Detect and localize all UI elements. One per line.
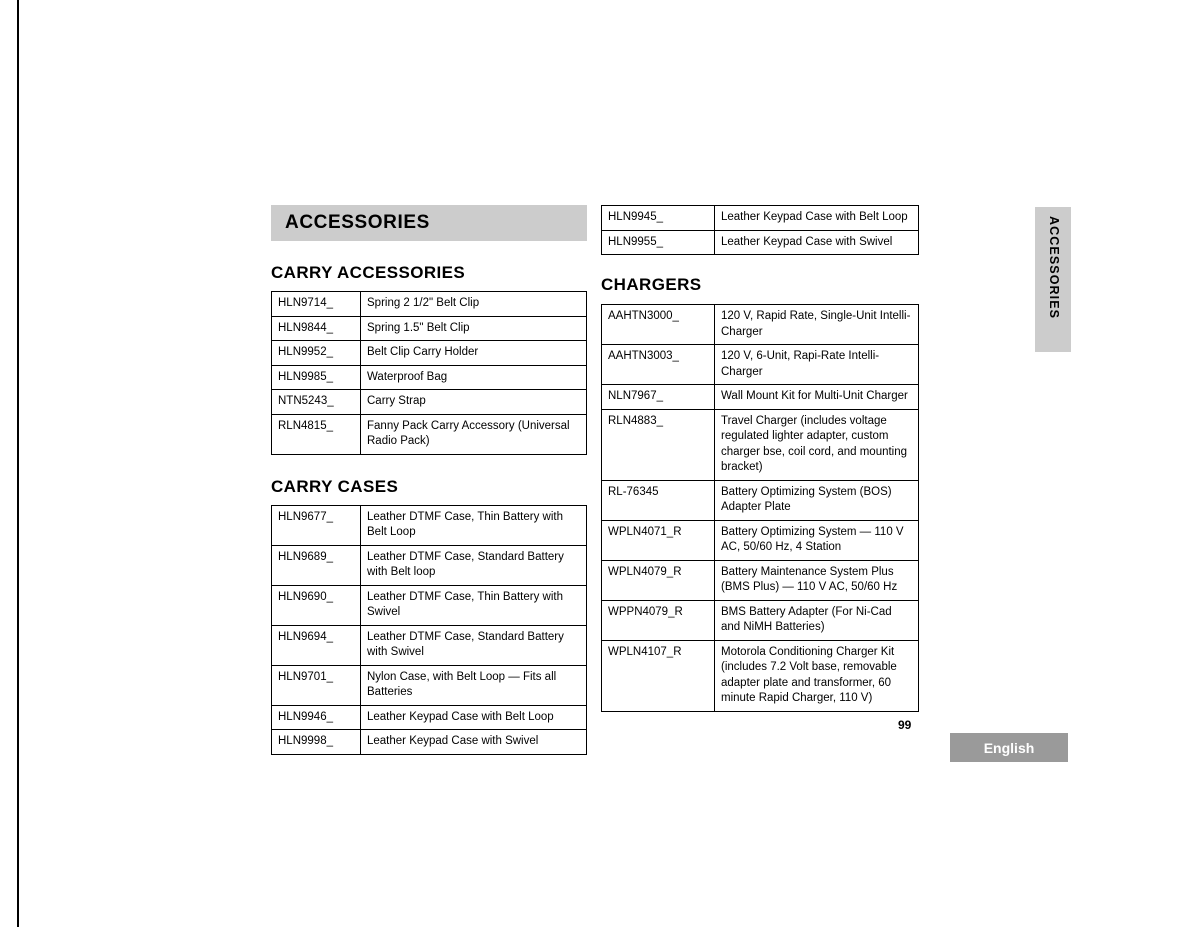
table-row xyxy=(602,206,919,231)
part-number: HLN9945_ xyxy=(602,206,715,231)
left-column xyxy=(271,205,587,755)
table-row xyxy=(272,316,587,341)
table-row xyxy=(272,625,587,665)
section-heading-carry-accessories: CARRY ACCESSORIES xyxy=(271,263,466,282)
part-number: RLN4883_ xyxy=(602,409,715,480)
table-row xyxy=(272,365,587,390)
part-description: Battery Optimizing System — 110 V AC, 50/60 Hz, 4 Station xyxy=(715,520,919,560)
part-number: HLN9677_ xyxy=(272,505,361,545)
table-row xyxy=(272,341,587,366)
part-number: WPLN4079_R xyxy=(602,560,715,600)
part-number: AAHTN3000_ xyxy=(602,305,715,345)
part-number: WPPN4079_R xyxy=(602,600,715,640)
chargers-table xyxy=(601,304,919,712)
table-row xyxy=(602,480,919,520)
part-number: WPLN4107_R xyxy=(602,640,715,711)
table-row xyxy=(602,230,919,255)
section-heading-chargers: CHARGERS xyxy=(601,275,702,295)
table-row xyxy=(602,640,919,711)
table-row xyxy=(602,600,919,640)
table-row xyxy=(602,560,919,600)
part-description: Leather DTMF Case, Thin Battery with Swivel xyxy=(361,585,587,625)
part-description: Nylon Case, with Belt Loop — Fits all Batteries xyxy=(361,665,587,705)
table-row xyxy=(272,292,587,317)
table-row xyxy=(602,385,919,410)
chapter-side-tab xyxy=(1035,207,1071,352)
part-number: WPLN4071_R xyxy=(602,520,715,560)
table-row xyxy=(602,345,919,385)
language-tab-label: English xyxy=(983,739,1035,756)
part-description: Waterproof Bag xyxy=(361,365,587,390)
table-row xyxy=(602,305,919,345)
part-description: 120 V, Rapid Rate, Single-Unit Intelli-Charger xyxy=(715,305,919,345)
part-description: Fanny Pack Carry Accessory (Universal Radio Pack) xyxy=(361,414,587,454)
table-row xyxy=(272,730,587,755)
part-number: AAHTN3003_ xyxy=(602,345,715,385)
part-number: HLN9844_ xyxy=(272,316,361,341)
part-description: Leather DTMF Case, Thin Battery with Belt Loop xyxy=(361,505,587,545)
right-column xyxy=(601,205,919,712)
part-description: BMS Battery Adapter (For Ni-Cad and NiMH Batteries) xyxy=(715,600,919,640)
carry-cases-continued-table xyxy=(601,205,919,255)
table-row xyxy=(602,520,919,560)
part-number: HLN9955_ xyxy=(602,230,715,255)
table-row xyxy=(602,409,919,480)
part-number: HLN9946_ xyxy=(272,705,361,730)
part-description: Leather Keypad Case with Swivel xyxy=(361,730,587,755)
table-row xyxy=(272,390,587,415)
part-number: NTN5243_ xyxy=(272,390,361,415)
table-row xyxy=(272,505,587,545)
part-number: HLN9690_ xyxy=(272,585,361,625)
part-description: Travel Charger (includes voltage regulated lighter adapter, custom charger bse, coil cord, and mounting bracket) xyxy=(715,409,919,480)
part-description: Motorola Conditioning Charger Kit (includes 7.2 Volt base, removable adapter plate and transformer, 60 minute Rapid Charger, 110 V) xyxy=(715,640,919,711)
part-number: HLN9714_ xyxy=(272,292,361,317)
table-row xyxy=(272,665,587,705)
part-description: Battery Maintenance System Plus (BMS Plus) — 110 V AC, 50/60 Hz xyxy=(715,560,919,600)
part-number: HLN9694_ xyxy=(272,625,361,665)
part-description: Spring 2 1/2" Belt Clip xyxy=(361,292,587,317)
carry-accessories-table xyxy=(271,291,587,455)
part-number: RLN4815_ xyxy=(272,414,361,454)
table-row xyxy=(272,585,587,625)
part-description: Wall Mount Kit for Multi-Unit Charger xyxy=(715,385,919,410)
part-number: HLN9998_ xyxy=(272,730,361,755)
part-description: 120 V, 6-Unit, Rapi-Rate Intelli-Charger xyxy=(715,345,919,385)
table-row xyxy=(272,414,587,454)
part-number: HLN9689_ xyxy=(272,545,361,585)
part-number: HLN9701_ xyxy=(272,665,361,705)
part-description: Battery Optimizing System (BOS) Adapter Plate xyxy=(715,480,919,520)
part-description: Spring 1.5" Belt Clip xyxy=(361,316,587,341)
table-row xyxy=(272,545,587,585)
part-number: HLN9985_ xyxy=(272,365,361,390)
part-description: Leather Keypad Case with Belt Loop xyxy=(361,705,587,730)
chapter-title-banner: ACCESSORIES xyxy=(271,205,587,241)
part-number: RL-76345 xyxy=(602,480,715,520)
part-description: Leather Keypad Case with Belt Loop xyxy=(715,206,919,231)
page-number: 99 xyxy=(898,718,912,732)
part-description: Leather Keypad Case with Swivel xyxy=(715,230,919,255)
part-description: Leather DTMF Case, Standard Battery with Swivel xyxy=(361,625,587,665)
chapter-side-tab-label: ACCESSORIES xyxy=(1047,216,1061,320)
part-number: NLN7967_ xyxy=(602,385,715,410)
page-left-rule xyxy=(17,0,19,927)
part-description: Carry Strap xyxy=(361,390,587,415)
language-tab xyxy=(950,733,1068,762)
section-heading-carry-cases: CARRY CASES xyxy=(271,476,399,496)
part-number: HLN9952_ xyxy=(272,341,361,366)
part-description: Belt Clip Carry Holder xyxy=(361,341,587,366)
table-row xyxy=(272,705,587,730)
carry-cases-table xyxy=(271,505,587,755)
part-description: Leather DTMF Case, Standard Battery with Belt loop xyxy=(361,545,587,585)
